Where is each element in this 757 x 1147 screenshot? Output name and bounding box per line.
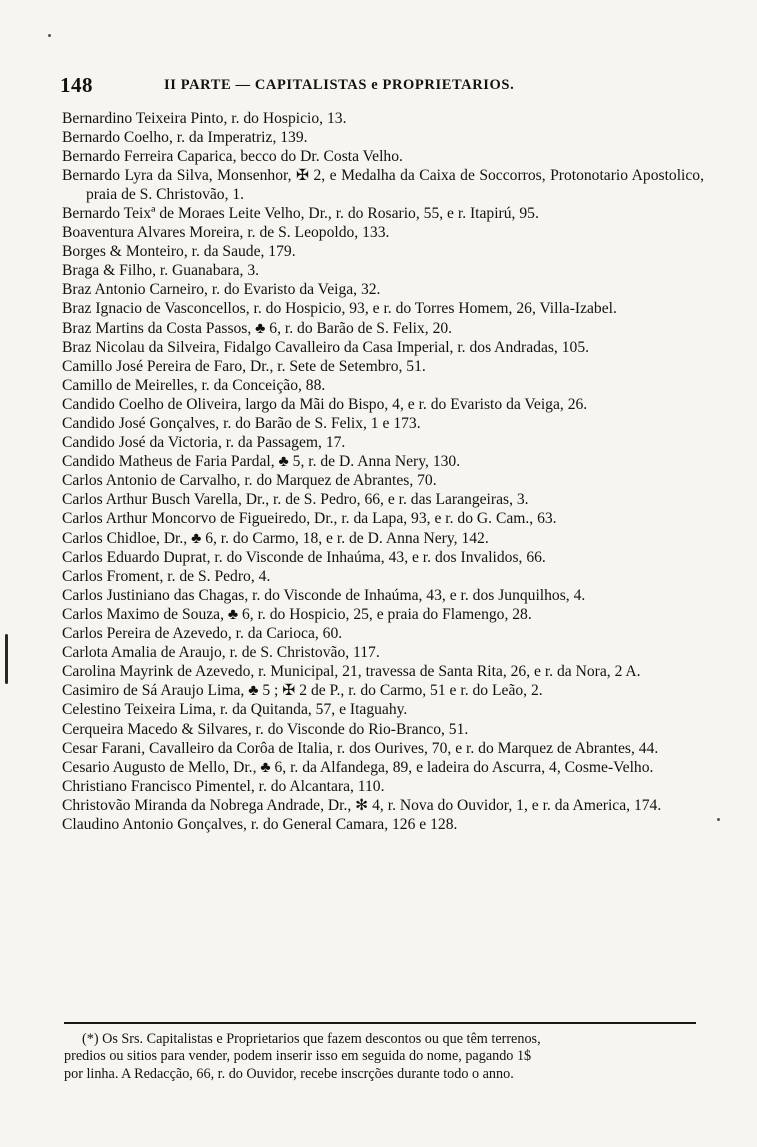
directory-entry: Bernardo Lyra da Silva, Monsenhor, ✠ 2, e Medalha da Caixa de Soccorros, Protonotario Apostolico, praia de S. Christovão, 1. bbox=[62, 167, 704, 203]
directory-entry: Boaventura Alvares Moreira, r. de S. Leopoldo, 133. bbox=[62, 224, 390, 242]
directory-entry: Celestino Teixeira Lima, r. da Quitanda, 57, e Itaguahy. bbox=[62, 701, 408, 719]
directory-entry: Carlos Antonio de Carvalho, r. do Marquez de Abrantes, 70. bbox=[62, 472, 437, 490]
directory-entry: Bernardo Teixª de Moraes Leite Velho, Dr., r. do Rosario, 55, e r. Itapirú, 95. bbox=[62, 204, 539, 222]
directory-entry: Candido José Gonçalves, r. do Barão de S. Felix, 1 e 173. bbox=[62, 415, 421, 432]
directory-entry: Braz Martins da Costa Passos, ♣ 6, r. do Barão de S. Felix, 20. bbox=[62, 319, 453, 337]
directory-entry: Christovão Miranda da Nobrega Andrade, Dr., ✻ 4, r. Nova do Ouvidor, 1, e r. da America, 174. bbox=[62, 796, 662, 814]
directory-entry: Bernardo Coelho, r. da Imperatriz, 139. bbox=[62, 129, 308, 147]
directory-entry: Cesario Augusto de Mello, Dr., ♣ 6, r. da Alfandega, 89, e ladeira do Ascurra, 4, Cosme-Velho. bbox=[62, 758, 654, 776]
directory-entry: Carlos Justiniano das Chagas, r. do Visconde de Inhaúma, 43, e r. dos Junquilhos, 4. bbox=[62, 586, 586, 604]
directory-entry: Claudino Antonio Gonçalves, r. do General Camara, 126 e 128. bbox=[62, 815, 458, 833]
paper-speck bbox=[717, 818, 720, 821]
footnote-rule bbox=[64, 1022, 696, 1024]
page-number: 148 bbox=[60, 73, 93, 97]
footnote-line: (*) Os Srs. Capitalistas e Proprietarios que fazem descontos ou que têm terrenos, bbox=[82, 1031, 541, 1047]
directory-entry: Braga & Filho, r. Guanabara, 3. bbox=[62, 262, 260, 280]
directory-entry: Carolina Mayrink de Azevedo, r. Municipal, 21, travessa de Santa Rita, 26, e r. da Nora, 2 A. bbox=[62, 663, 641, 681]
running-head: II PARTE — CAPITALISTAS e PROPRIETARIOS. bbox=[164, 77, 515, 93]
entries-list bbox=[62, 110, 704, 835]
directory-entry: Borges & Monteiro, r. da Saude, 179. bbox=[62, 243, 296, 261]
directory-entry: Braz Antonio Carneiro, r. do Evaristo da Veiga, 32. bbox=[62, 281, 381, 299]
directory-entry: Camillo José Pereira de Faro, Dr., r. Sete de Setembro, 51. bbox=[62, 357, 426, 375]
directory-entry: Candido José da Victoria, r. da Passagem, 17. bbox=[62, 434, 346, 452]
footnote-line: por linha. A Redacção, 66, r. do Ouvidor, recebe inscrções durante todo o anno. bbox=[64, 1065, 514, 1082]
directory-entry: Casimiro de Sá Araujo Lima, ♣ 5 ; ✠ 2 de P., r. do Carmo, 51 e r. do Leão, 2. bbox=[62, 682, 543, 700]
directory-entry: Candido Coelho de Oliveira, largo da Mãi do Bispo, 4, e r. do Evaristo da Veiga, 26. bbox=[62, 395, 588, 413]
page-header bbox=[60, 73, 700, 97]
directory-entry: Carlos Maximo de Souza, ♣ 6, r. do Hospicio, 25, e praia do Flamengo, 28. bbox=[62, 605, 532, 623]
directory-entry: Camillo de Meirelles, r. da Conceição, 88. bbox=[62, 376, 326, 394]
directory-entry: Bernardino Teixeira Pinto, r. do Hospicio, 13. bbox=[62, 110, 347, 127]
directory-entry: Cerqueira Macedo & Silvares, r. do Visconde do Rio-Branco, 51. bbox=[62, 720, 469, 738]
directory-entry: Braz Nicolau da Silveira, Fidalgo Cavalleiro da Casa Imperial, r. dos Andradas, 105. bbox=[62, 338, 590, 356]
directory-entry: Carlos Pereira de Azevedo, r. da Carioca, 60. bbox=[62, 625, 343, 643]
directory-entry: Carlos Eduardo Duprat, r. do Visconde de Inhaúma, 43, e r. dos Invalidos, 66. bbox=[62, 548, 546, 566]
directory-entry: Carlos Froment, r. de S. Pedro, 4. bbox=[62, 567, 271, 585]
footnote bbox=[64, 1031, 698, 1083]
directory-entry: Cesar Farani, Cavalleiro da Corôa de Italia, r. dos Ourives, 70, e r. do Marquez de Abrantes, 44. bbox=[62, 739, 659, 757]
directory-entry: Carlota Amalia de Araujo, r. de S. Christovão, 117. bbox=[62, 644, 380, 662]
paper-speck bbox=[48, 34, 51, 37]
directory-entry: Candido Matheus de Faria Pardal, ♣ 5, r. de D. Anna Nery, 130. bbox=[62, 453, 461, 471]
footnote-line: predios ou sitios para vender, podem inserir isso em seguida do nome, pagando 1$ bbox=[64, 1048, 532, 1065]
directory-entry: Carlos Chidloe, Dr., ♣ 6, r. do Carmo, 18, e r. de D. Anna Nery, 142. bbox=[62, 529, 489, 547]
directory-entry: Christiano Francisco Pimentel, r. do Alcantara, 110. bbox=[62, 777, 385, 795]
binding-edge-mark bbox=[5, 634, 8, 684]
directory-entry: Braz Ignacio de Vasconcellos, r. do Hospicio, 93, e r. do Torres Homem, 26, Villa-Izabel. bbox=[62, 300, 617, 318]
directory-entry: Bernardo Ferreira Caparica, becco do Dr. Costa Velho. bbox=[62, 148, 403, 166]
directory-entry: Carlos Arthur Moncorvo de Figueiredo, Dr., r. da Lapa, 93, e r. do G. Cam., 63. bbox=[62, 510, 557, 528]
directory-entry: Carlos Arthur Busch Varella, Dr., r. de S. Pedro, 66, e r. das Larangeiras, 3. bbox=[62, 491, 529, 509]
